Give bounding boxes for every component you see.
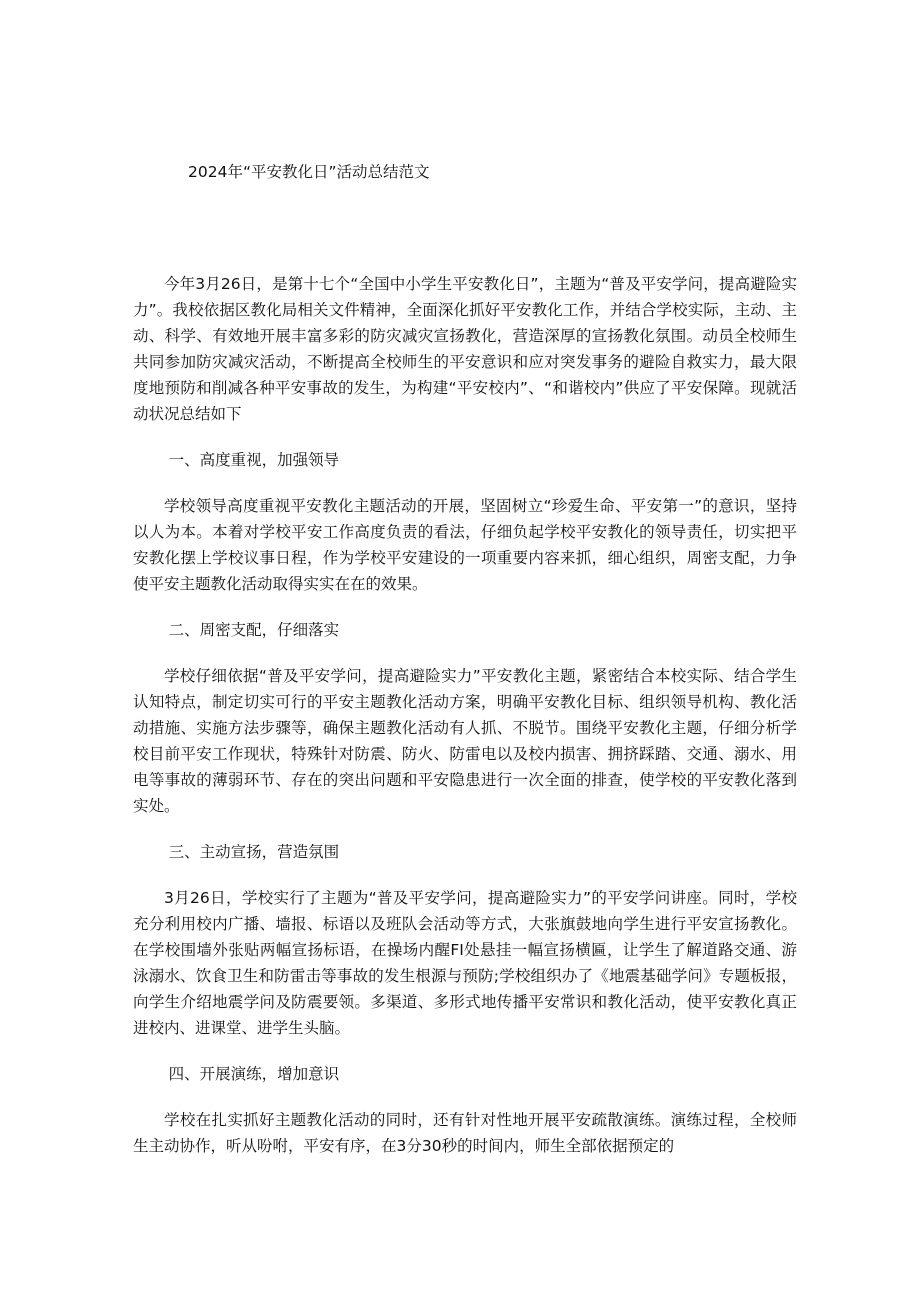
intro-paragraph: 今年3月26日，是第十七个“全国中小学生平安教化日”，主题为“普及平安学问，提高避险实力”。我校依据区教化局相关文件精神，全面深化抓好平安教化工作，并结合学校实际，主动、主动、科学、有效地开展丰富多彩的防灾减灾宣扬教化，营造深厚的宣扬教化氛围。动员全校师生共同参加防灾减灾活动，不断提高全校师生的平安意识和应对突发事务的避险自救实力，最大限度地预防和削减各种平安事故的发生，为构建“平安校内”、“和谐校内”供应了平安保障。现就活动状况总结如下 <box>133 275 797 423</box>
section-heading-3: 三、主动宣扬，营造氛围 <box>168 843 340 861</box>
section-paragraph-2: 学校仔细依据“普及平安学问，提高避险实力”平安教化主题，紧密结合本校实际、结合学生认知特点，制定切实可行的平安主题教化活动方案，明确平安教化目标、组织领导机构、教化活动措施、实施方法步骤等，确保主题教化活动有人抓、不脱节。围绕平安教化主题，仔细分析学校目前平安工作现状，特殊针对防震、防火、防雷电以及校内损害、拥挤踩踏、交通、溺水、用电等事故的薄弱环节、存在的突出问题和平安隐患进行一次全面的排查，使学校的平安教化落到实处。 <box>133 667 797 815</box>
document-title: 2024年“平安教化日”活动总结范文 <box>188 163 430 181</box>
section-paragraph-4: 学校在扎实抓好主题教化活动的同时，还有针对性地开展平安疏散演练。演练过程，全校师生主动协作，听从吩咐，平安有序，在3分30秒的时间内，师生全部依据预定的 <box>133 1111 797 1155</box>
section-paragraph-3: 3月26日，学校实行了主题为“普及平安学问，提高避险实力”的平安学问讲座。同时，学校充分利用校内广播、墙报、标语以及班队会活动等方式，大张旗鼓地向学生进行平安宣扬教化。在学校围墙外张贴两幅宣扬标语，在操场内醒FI处悬挂一幅宣扬横匾，让学生了解道路交通、游泳溺水、饮食卫生和防雷击等事故的发生根源与预防;学校组织办了《地震基础学问》专题板报，向学生介绍地震学问及防震要领。多渠道、多形式地传播平安常识和教化活动，使平安教化真正进校内、进课堂、进学生头脑。 <box>133 889 797 1037</box>
section-heading-4: 四、开展演练，增加意识 <box>168 1065 340 1083</box>
document-body <box>133 271 797 1179</box>
section-paragraph-1: 学校领导高度重视平安教化主题活动的开展，坚固树立“珍爱生命、平安第一”的意识，坚持以人为本。本着对学校平安工作高度负责的看法，仔细负起学校平安教化的领导责任，切实把平安教化摆上学校议事日程，作为学校平安建设的一项重要内容来抓，细心组织，周密支配，力争使平安主题教化活动取得实实在在的效果。 <box>133 497 797 593</box>
section-heading-1: 一、高度重视，加强领导 <box>168 451 340 469</box>
section-heading-2: 二、周密支配，仔细落实 <box>168 621 340 639</box>
